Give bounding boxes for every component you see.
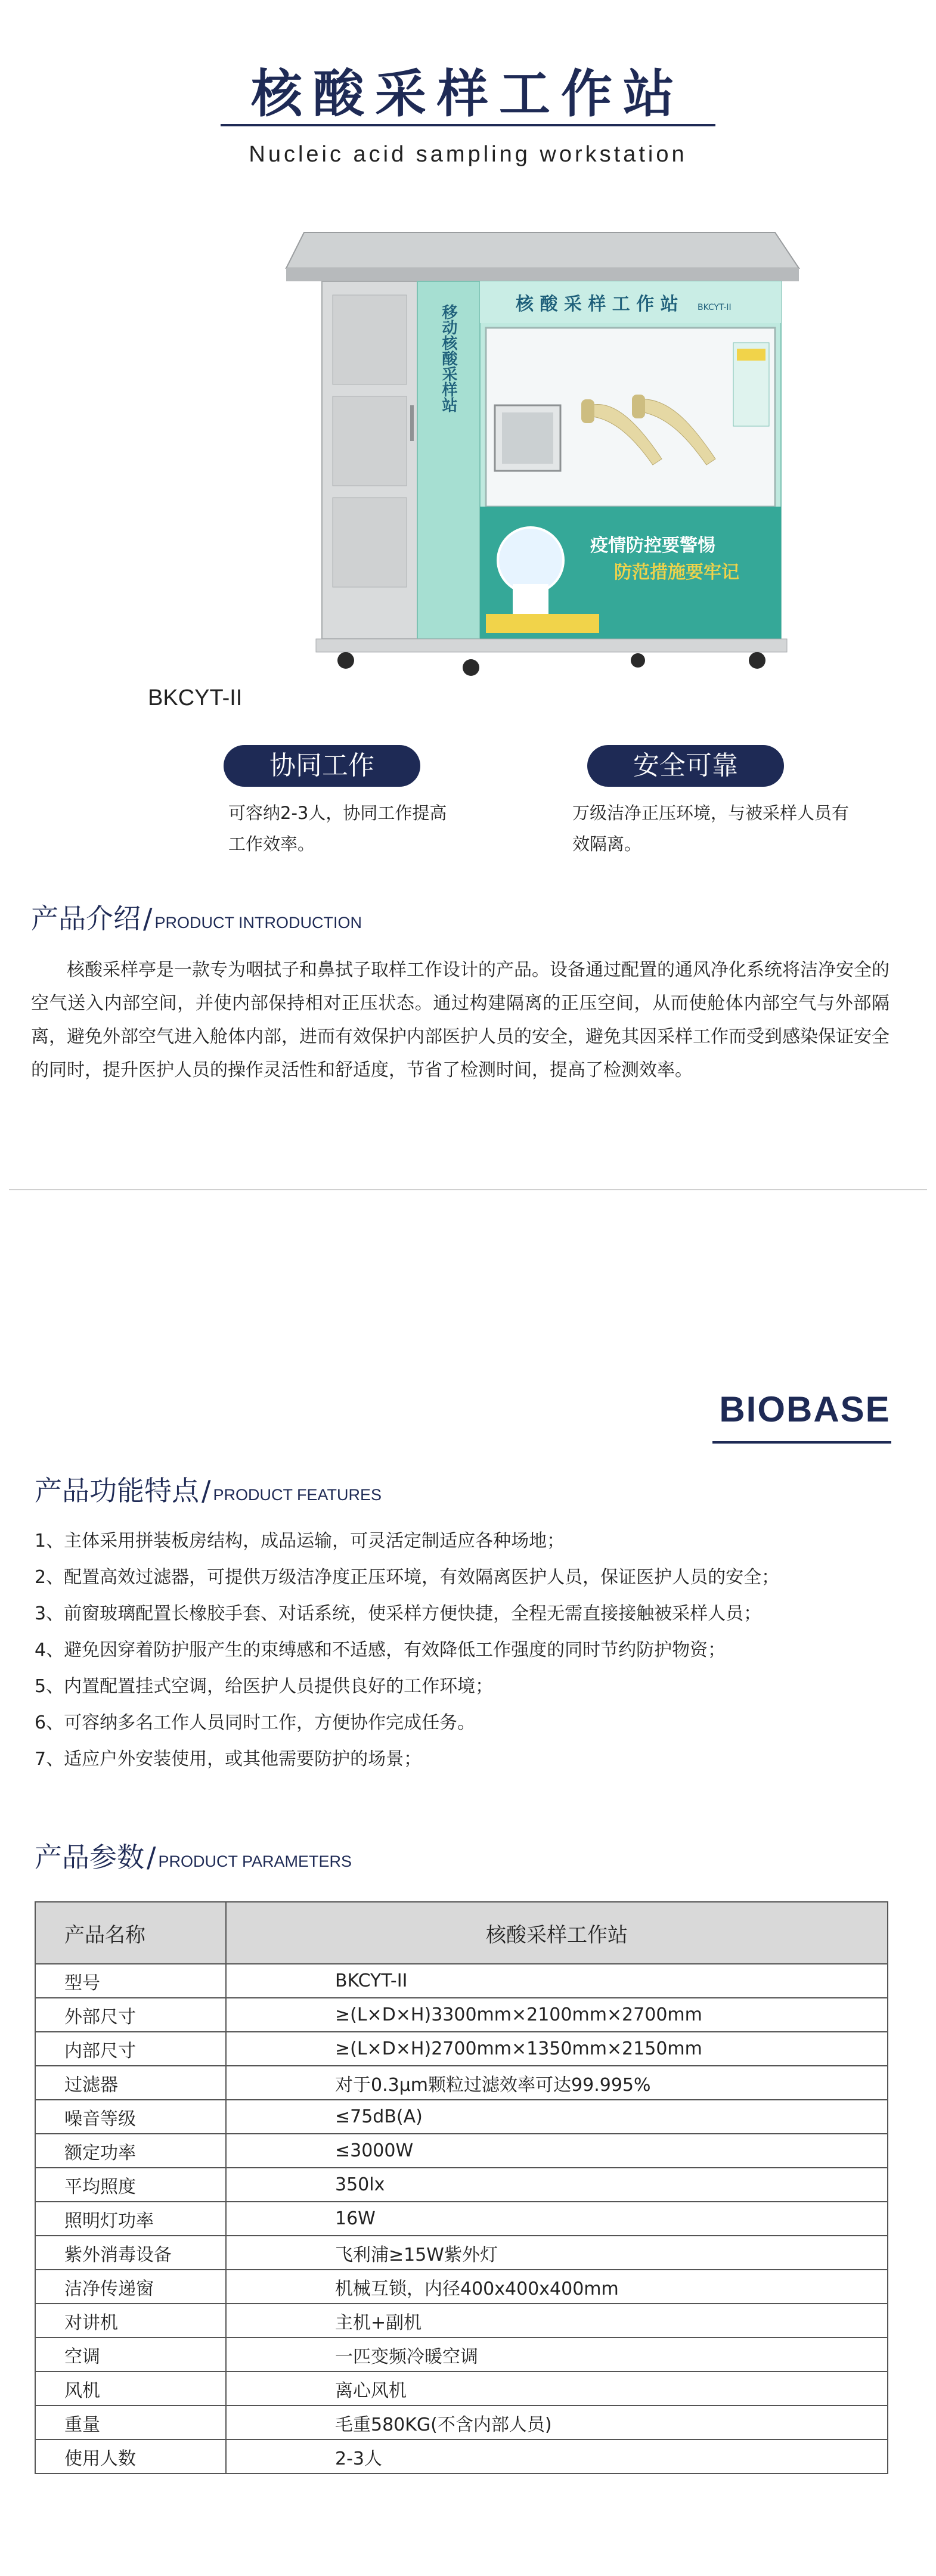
section-heading-features: [35, 1469, 382, 1509]
section-title-slash: /: [147, 1841, 156, 1873]
glove-port-left: [581, 399, 594, 423]
param-name: 型号: [35, 1964, 226, 1998]
table-header-row: [35, 1902, 888, 1964]
wheel: [631, 653, 645, 668]
param-value: 离心风机: [226, 2372, 888, 2406]
section-title-en: PRODUCT FEATURES: [213, 1486, 382, 1504]
highlight-text: 万级洁净正压环境，与被采样人员有效隔离。: [572, 803, 850, 854]
feature-item: 1、主体采用拼装板房结构，成品运输，可灵活定制适应各种场地；: [35, 1531, 565, 1551]
param-name: 过滤器: [35, 2066, 226, 2100]
booth-top-text: 核 酸 采 样 工 作 站: [516, 294, 678, 315]
feature-item: 5、内置配置挂式空调，给医护人员提供良好的工作环境；: [35, 1676, 494, 1697]
intro-paragraph: 核酸采样亭是一款专为咽拭子和鼻拭子取样工作设计的产品。设备通过配置的通风净化系统将洁净安全的空气送入内部空间，并使内部保持相对正压状态。通过构建隔离的正压空间，从而使舱体内部空气与外部隔离，避免外部空气进入舱体内部，进而有效保护内部医护人员的安全，避免其因采样工作而受到感染保证安全的同时，提升医护人员的操作灵活性和舒适度，节省了检测时间，提高了检测效率。: [31, 960, 889, 1081]
param-name: 紫外消毒设备: [35, 2236, 226, 2270]
param-value: BKCYT-II: [226, 1964, 888, 1998]
param-name: 外部尺寸: [35, 1998, 226, 2032]
booth-roof-edge: [286, 268, 799, 281]
table-row: [35, 1998, 888, 2032]
section-divider: [9, 1189, 927, 1190]
param-value: 机械互锁，内径400x400x400mm: [226, 2270, 888, 2304]
table-row: [35, 1964, 888, 1998]
param-name: 重量: [35, 2406, 226, 2440]
page-subtitle: Nucleic acid sampling workstation: [249, 142, 687, 167]
param-name: 额定功率: [35, 2134, 226, 2168]
section-title-cn: 产品参数: [35, 1841, 144, 1873]
section-heading-intro: [31, 897, 362, 936]
table-row: [35, 2440, 888, 2473]
param-value: 一匹变频冷暖空调: [226, 2338, 888, 2372]
product-image: [280, 226, 817, 703]
page-title: 核酸采样工作站: [251, 64, 685, 124]
table-row: [35, 2066, 888, 2100]
parameters-table: [35, 1901, 888, 2474]
section-title-en: PRODUCT PARAMETERS: [158, 1852, 352, 1870]
feature-item: 7、适应户外安装使用，或其他需要防护的场景；: [35, 1749, 422, 1770]
param-name: 空调: [35, 2338, 226, 2372]
table-row: [35, 2304, 888, 2338]
table-row: [35, 2134, 888, 2168]
param-name: 照明灯功率: [35, 2202, 226, 2236]
table-header-cell: 核酸采样工作站: [226, 1902, 888, 1964]
param-value: ≥(L×D×H)2700mm×1350mm×2150mm: [226, 2032, 888, 2066]
param-value: 飞利浦≥15W紫外灯: [226, 2236, 888, 2270]
table-row: [35, 2270, 888, 2304]
param-name: 对讲机: [35, 2304, 226, 2338]
table-row: [35, 2338, 888, 2372]
table-row: [35, 2372, 888, 2406]
param-value: 主机+副机: [226, 2304, 888, 2338]
door-handle: [410, 405, 414, 441]
title-underline: [221, 124, 715, 126]
wheel: [463, 659, 479, 676]
highlight-badge: 协同工作: [224, 745, 420, 787]
booth-base: [316, 639, 787, 652]
feature-item: 6、可容纳多名工作人员同时工作，方便协作完成任务。: [35, 1712, 476, 1733]
brand-underline: [712, 1441, 891, 1444]
param-name: 平均照度: [35, 2168, 226, 2202]
feature-item: 2、配置高效过滤器，可提供万级洁净度正压环境，有效隔离医护人员，保证医护人员的安全；: [35, 1567, 780, 1588]
table-header-cell: 产品名称: [35, 1902, 226, 1964]
table-row: [35, 2168, 888, 2202]
table-row: [35, 2236, 888, 2270]
table-row: [35, 2100, 888, 2134]
param-name: 风机: [35, 2372, 226, 2406]
brand-logo: BIOBASE: [719, 1389, 891, 1429]
param-value: 16W: [226, 2202, 888, 2236]
param-value: ≥(L×D×H)3300mm×2100mm×2700mm: [226, 1998, 888, 2032]
section-title-cn: 产品介绍: [31, 902, 141, 935]
feature-list: [35, 1523, 893, 1777]
wheel: [749, 652, 765, 669]
table-row: [35, 2406, 888, 2440]
booth-roof: [286, 232, 799, 268]
feature-item: 3、前窗玻璃配置长橡胶手套、对话系统，使采样方便快捷，全程无需直接接触被采样人员；: [35, 1603, 762, 1624]
param-name: 噪音等级: [35, 2100, 226, 2134]
param-name: 使用人数: [35, 2440, 226, 2473]
section-title-cn: 产品功能特点: [35, 1475, 199, 1507]
section-title-en: PRODUCT INTRODUCTION: [154, 914, 362, 932]
param-value: 350lx: [226, 2168, 888, 2202]
wheel: [337, 652, 354, 669]
section-title-slash: /: [202, 1475, 211, 1507]
glove-port-right: [632, 395, 645, 418]
param-value: ≤75dB(A): [226, 2100, 888, 2134]
param-value: 对于0.3μm颗粒过滤效率可达99.995%: [226, 2066, 888, 2100]
param-name: 洁净传递窗: [35, 2270, 226, 2304]
booth-side-text: 移动核酸采样站: [439, 304, 457, 412]
product-model-label: BKCYT-II: [148, 685, 243, 710]
section-heading-parameters: [35, 1836, 352, 1875]
nurse-graphic: [498, 527, 563, 593]
param-value: 毛重580KG(不含内部人员): [226, 2406, 888, 2440]
section-title-slash: /: [143, 902, 153, 935]
table-row: [35, 2032, 888, 2066]
feature-item: 4、避免因穿着防护服产生的束缚感和不适感，有效降低工作强度的同时节约防护物资；: [35, 1640, 726, 1661]
booth-slogan-2: 防范措施要牢记: [614, 562, 739, 583]
param-value: 2-3人: [226, 2440, 888, 2473]
param-name: 内部尺寸: [35, 2032, 226, 2066]
highlight-badge: 安全可靠: [587, 745, 784, 787]
booth-top-model: BKCYT-II: [698, 303, 732, 312]
booth-slogan-1: 疫情防控要警惕: [590, 535, 715, 556]
table-row: [35, 2202, 888, 2236]
highlight-text: 可容纳2-3人，协同工作提高工作效率。: [228, 803, 447, 854]
param-value: ≤3000W: [226, 2134, 888, 2168]
